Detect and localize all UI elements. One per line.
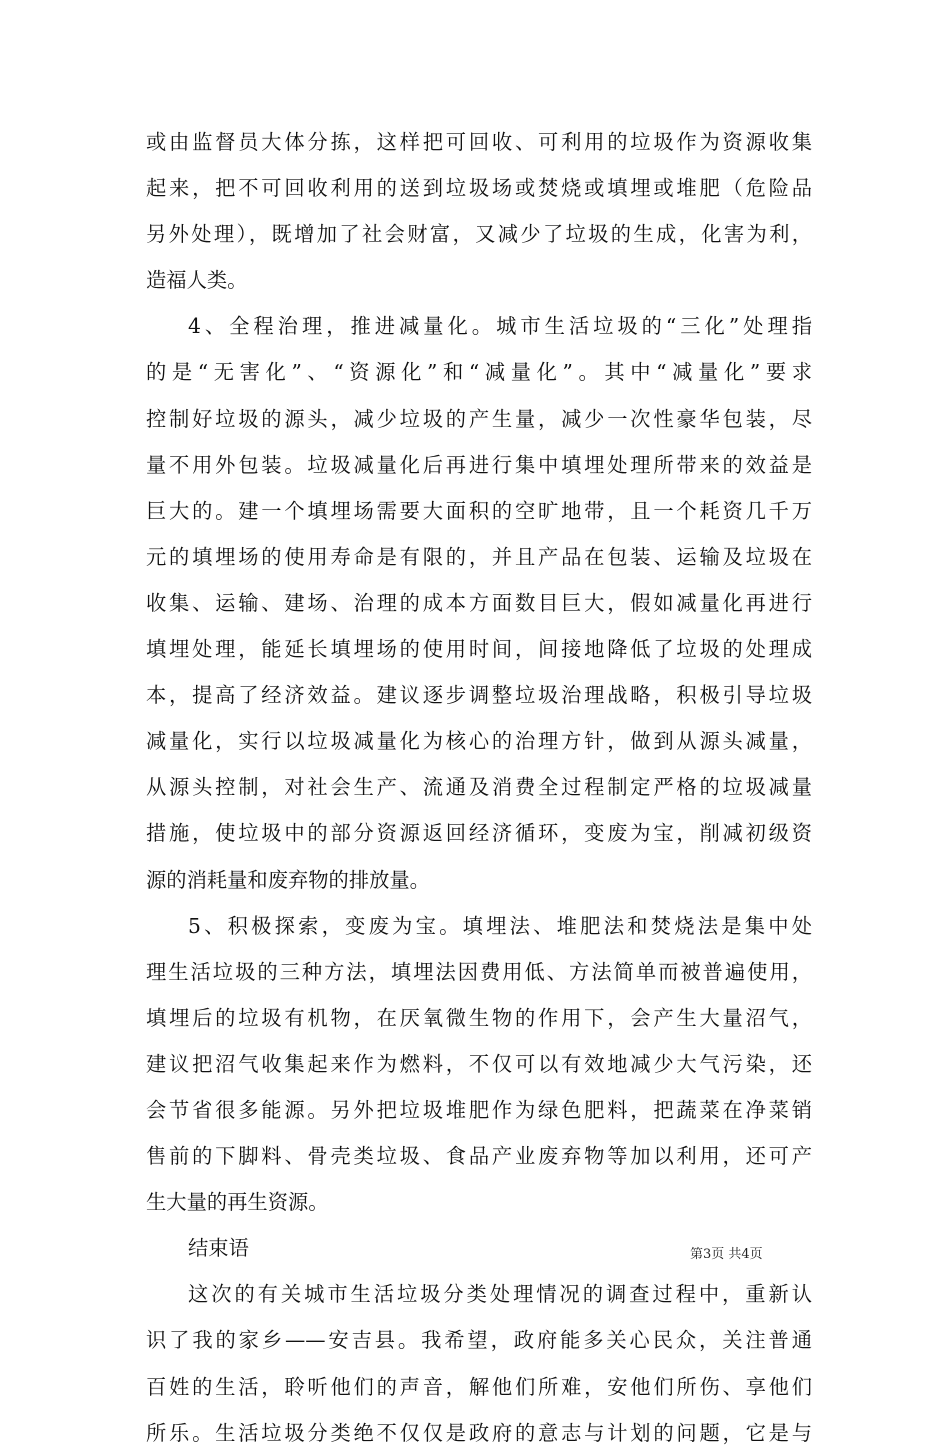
section-4-first-line: 4、全程治理，推进减量化。城市生活垃圾的“三化”处理指	[188, 314, 812, 339]
text-line: 所乐。生活垃圾分类绝不仅仅是政府的意志与计划的问题，它是与	[146, 1420, 812, 1445]
page-number: 第3页 共4页	[690, 1247, 763, 1262]
text-line: 的是“无害化”、“资源化”和“减量化”。其中“减量化”要求	[146, 360, 812, 385]
text-line: 量不用外包装。垃圾减量化后再进行集中填埋处理所带来的效益是	[146, 452, 812, 477]
section-5-first-line: 5、积极探索，变废为宝。填埋法、堆肥法和焚烧法是集中处	[188, 913, 812, 938]
text-line: 起来，把不可回收利用的送到垃圾场或焚烧或填埋或堆肥（危险品	[146, 176, 812, 201]
conclusion-heading: 结束语	[188, 1236, 249, 1261]
text-line: 另外处理），既增加了社会财富，又减少了垃圾的生成，化害为利，	[146, 222, 812, 247]
text-line: 或由监督员大体分拣，这样把可回收、可利用的垃圾作为资源收集	[146, 130, 812, 154]
text-line: 元的填埋场的使用寿命是有限的，并且产品在包装、运输及垃圾在	[146, 544, 812, 569]
text-line: 百姓的生活，聆听他们的声音，解他们所难，安他们所伤、享他们	[146, 1374, 812, 1399]
text-line: 从源头控制，对社会生产、流通及消费全过程制定严格的垃圾减量	[146, 775, 812, 800]
text-line: 填埋后的垃圾有机物，在厌氧微生物的作用下，会产生大量沼气，	[146, 1005, 812, 1030]
text-line: 理生活垃圾的三种方法，填埋法因费用低、方法简单而被普遍使用，	[146, 959, 812, 984]
text-line: 建议把沼气收集起来作为燃料，不仅可以有效地减少大气污染，还	[146, 1051, 812, 1076]
text-line: 造福人类。	[146, 268, 248, 293]
text-line: 源的消耗量和废弃物的排放量。	[146, 867, 430, 892]
text-line: 本，提高了经济效益。建议逐步调整垃圾治理战略，积极引导垃圾	[146, 683, 812, 708]
conclusion-first-line: 这次的有关城市生活垃圾分类处理情况的调查过程中，重新认	[188, 1282, 812, 1307]
text-line: 收集、运输、建场、治理的成本方面数目巨大，假如减量化再进行	[146, 590, 812, 615]
text-line: 巨大的。建一个填埋场需要大面积的空旷地带，且一个耗资几千万	[146, 498, 812, 523]
text-line: 会节省很多能源。另外把垃圾堆肥作为绿色肥料，把蔬菜在净菜销	[146, 1097, 812, 1122]
text-line: 控制好垃圾的源头，减少垃圾的产生量，减少一次性豪华包装，尽	[146, 406, 812, 431]
text-line: 措施，使垃圾中的部分资源返回经济循环，变废为宝，削减初级资	[146, 821, 812, 846]
text-line: 减量化，实行以垃圾减量化为核心的治理方针，做到从源头减量，	[146, 729, 812, 754]
text-line: 识了我的家乡——安吉县。我希望，政府能多关心民众，关注普通	[146, 1328, 812, 1353]
text-line: 填埋处理，能延长填埋场的使用时间，间接地降低了垃圾的处理成	[146, 637, 812, 662]
text-line: 售前的下脚料、骨壳类垃圾、食品产业废弃物等加以利用，还可产	[146, 1144, 812, 1169]
text-line: 生大量的再生资源。	[146, 1190, 329, 1215]
